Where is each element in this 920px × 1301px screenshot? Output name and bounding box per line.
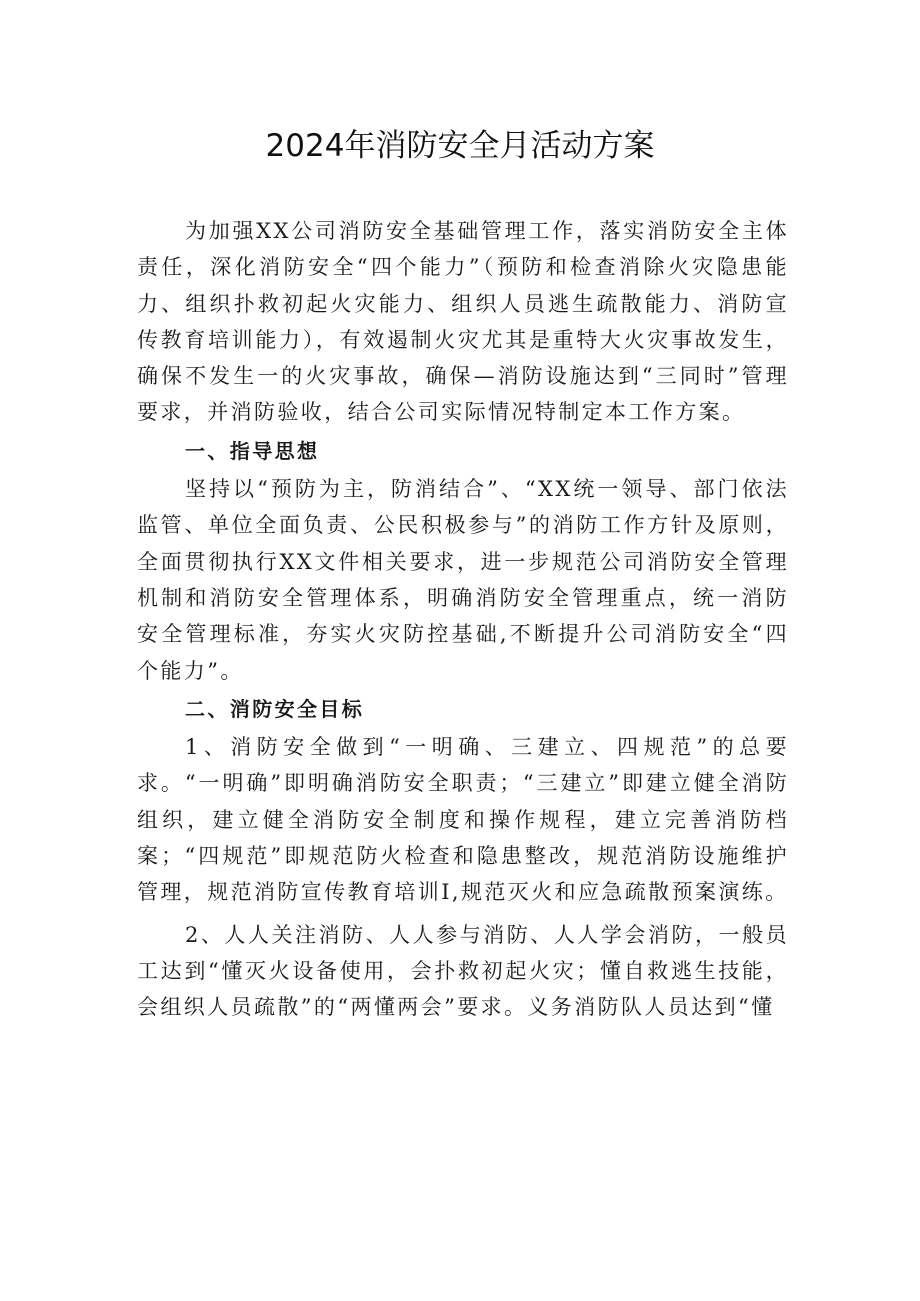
document-body <box>137 213 789 1026</box>
guiding-ideology-paragraph: 坚持以“预防为主，防消结合”、“XX统一领导、部门依法监管、单位全面负责、公民积极参与”的消防工作方针及原则，全面贯彻执行XX文件相关要求，进一步规范公司消防安全管理机制和消防安全管理体系，明确消防安全管理重点，统一消防安全管理标准，夯实火灾防控基础,不断提升公司消防安全“四个能力”。 <box>137 477 789 683</box>
document-title: 2024年消防安全月活动方案 <box>265 128 655 164</box>
safety-goal-item-2: 2、人人关注消防、人人参与消防、人人学会消防，一般员工达到“懂灭火设备使用，会扑救初起火灾；懂自救逃生技能，会组织人员疏散”的“两懂两会”要求。义务消防队人员达到“懂 <box>137 922 789 1020</box>
safety-goal-item-1: 1、消防安全做到“一明确、三建立、四规范”的总要求。“一明确”即明确消防安全职责；“三建立”即建立健全消防组织，建立健全消防安全制度和操作规程，建立完善消防档案；“四规范”即规范防火检查和隐患整改，规范消防设施维护管理，规范消防宣传教育培训I,规范灭火和应急疏散预案演练。 <box>137 735 789 905</box>
section-heading-safety-goals: 二、消防安全目标 <box>185 696 365 721</box>
section-heading-guiding-ideology: 一、指导思想 <box>185 438 320 463</box>
intro-paragraph: 为加强XX公司消防安全基础管理工作，落实消防安全主体责任，深化消防安全“四个能力”（预防和检查消除火灾隐患能力、组织扑救初起火灾能力、组织人员逃生疏散能力、消防宣传教育培训能力），有效遏制火灾尤其是重特大火灾事故发生，确保不发生一的火灾事故，确保—消防设施达到“三同时”管理要求，并消防验收，结合公司实际情况特制定本工作方案。 <box>137 219 789 425</box>
